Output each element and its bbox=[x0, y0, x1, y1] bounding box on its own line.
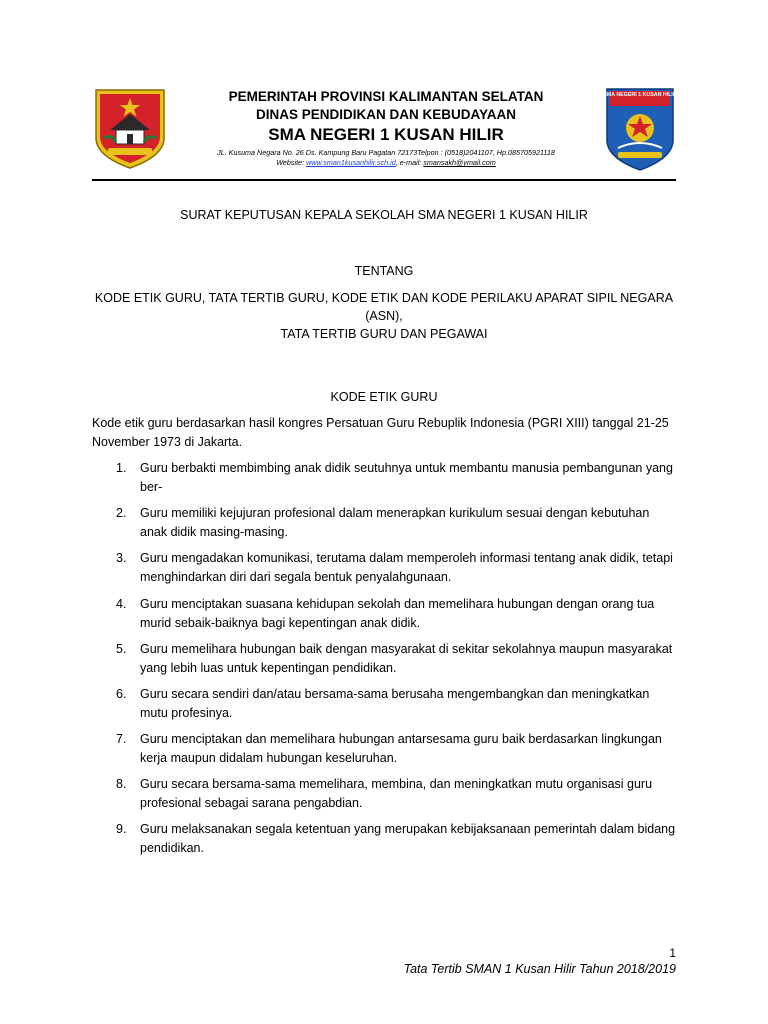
decree-title: SURAT KEPUTUSAN KEPALA SEKOLAH SMA NEGERI 1 KUSAN HILIR bbox=[180, 208, 588, 222]
school-emblem-icon bbox=[604, 86, 676, 172]
section-title: KODE ETIK GURU bbox=[330, 390, 438, 404]
intro-paragraph: Kode etik guru berdasarkan hasil kongres Persatuan Guru Rebuplik Indonesia (PGRI XIII) tanggal 21-25 November 1973 di Jakarta. bbox=[92, 416, 669, 449]
decree-subject-line-2: TATA TERTIB GURU DAN PEGAWAI bbox=[280, 327, 488, 341]
email-address: smansakh@ymail.com bbox=[423, 158, 496, 167]
tentang-heading: TENTANG bbox=[354, 264, 414, 278]
website-link[interactable]: www.sman1kusanhilir.sch.id bbox=[306, 158, 396, 167]
list-item: 2. Guru memiliki kejujuran profesional dalam menerapkan kurikulum sesuai dengan kebutuhan anak didik masing-masing. bbox=[116, 506, 650, 539]
list-item: 4. Guru menciptakan suasana kehidupan sekolah dan memelihara hubungan dengan orang tua murid sebaik-baiknya bagi kepentingan anak didik. bbox=[116, 597, 655, 630]
page-number: 1 bbox=[669, 946, 676, 960]
letterhead bbox=[180, 88, 592, 168]
list-item: 9. Guru melaksanakan segala ketentuan yang merupakan kebijaksanaan pemerintah dalam bidang pendidikan. bbox=[116, 822, 676, 855]
provincial-emblem-icon bbox=[92, 86, 168, 170]
list-item: 7. Guru menciptakan dan memelihara hubungan antarsesama guru baik berdasarkan lingkungan kerja maupun didalam hubungan keseluruhan. bbox=[116, 732, 662, 765]
list-item: 6. Guru secara sendiri dan/atau bersama-sama berusaha mengembangkan dan meningkatkan mutu profesinya. bbox=[116, 687, 650, 720]
list-item: 8. Guru secara bersama-sama memelihara, membina, dan meningkatkan mutu organisasi guru profesional sebagai sarana pengabdian. bbox=[116, 777, 653, 810]
list-item: 1. Guru berbakti membimbing anak didik seutuhnya untuk membantu manusia pembangunan yang ber- bbox=[116, 461, 673, 494]
list-item: 5. Guru memelihara hubungan baik dengan masyarakat di sekitar sekolahnya maupun masyarakat yang lebih luas untuk kepentingan pendidikan. bbox=[116, 642, 673, 675]
contact-line bbox=[180, 158, 592, 168]
list-item: 3. Guru mengadakan komunikasi, terutama dalam memperoleh informasi tentang anak didik, tetapi menghindarkan diri dari segala bentuk penyalahgunaan. bbox=[116, 551, 673, 584]
government-name: PEMERINTAH PROVINSI KALIMANTAN SELATAN bbox=[228, 89, 544, 104]
department-name: DINAS PENDIDIKAN DAN KEBUDAYAAN bbox=[255, 107, 517, 122]
page-footer: Tata Tertib SMAN 1 Kusan Hilir Tahun 2018/2019 bbox=[403, 962, 676, 976]
school-name: SMA NEGERI 1 KUSAN HILIR bbox=[268, 125, 504, 144]
letterhead-divider bbox=[92, 179, 676, 181]
school-emblem-text: SMA NEGERI 1 KUSAN HILIR bbox=[604, 92, 676, 98]
decree-subject-line-1: KODE ETIK GURU, TATA TERTIB GURU, KODE ETIK DAN KODE PERILAKU APARAT SIPIL NEGARA (ASN), bbox=[94, 291, 674, 323]
email-label: , e-mail: bbox=[395, 158, 424, 167]
decree-subject bbox=[92, 289, 676, 343]
website-label: Website: bbox=[276, 158, 307, 167]
school-address: JL. Kusuma Negara No. 26 Ds. Kampung Baru Pagatan 72173Telpon : (0518)2041107, Hp.085705921118 bbox=[217, 148, 555, 157]
